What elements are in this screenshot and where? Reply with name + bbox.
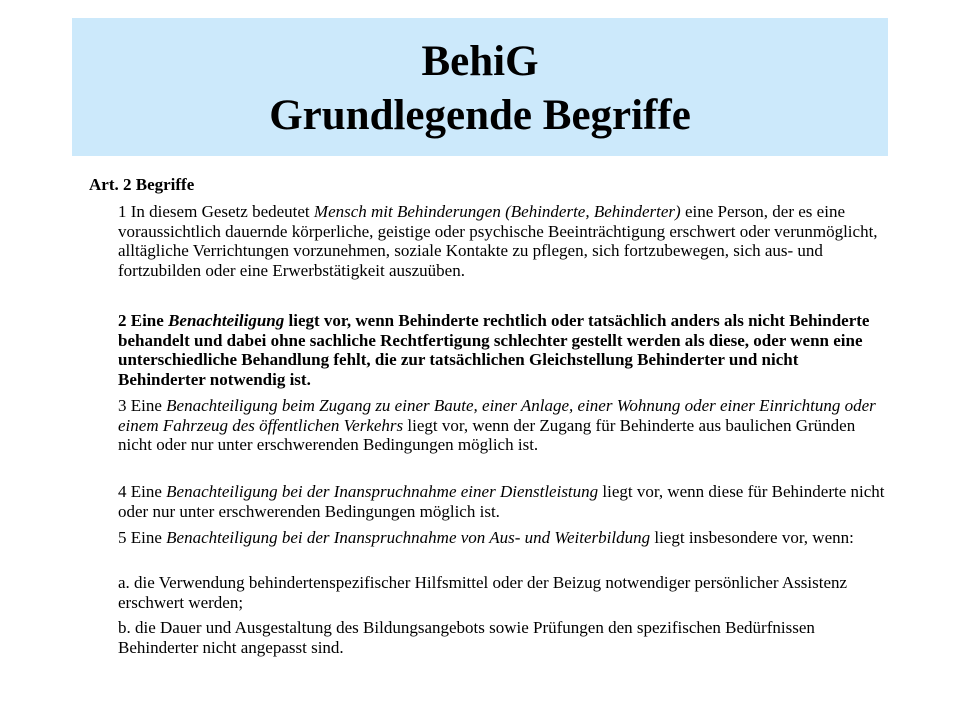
article-heading: Art. 2 Begriffe (89, 175, 195, 194)
slide-title: BehiG (421, 38, 539, 85)
paragraph-2: 2 Eine Benachteiligung liegt vor, wenn Behinderte rechtlich oder tatsächlich anders als nicht Behinderte behandelt und dabei ohne sachliche Rechtfertigung schlechter gestellt werden als diese, oder wenn eine unterschiedliche Behandlung fehlt, die zur tatsächlichen Gleichstellung Behinderter und nicht Behinderter notwendig ist. (118, 311, 870, 389)
list-item-a: a. die Verwendung behindertenspezifischer Hilfsmittel oder der Beizug notwendiger persönlicher Assistenz erschwert werden; (118, 573, 848, 612)
paragraph-5: 5 Eine Benachteiligung bei der Inanspruchnahme von Aus- und Weiterbildung liegt insbesondere vor, wenn: (118, 528, 854, 547)
paragraph-4: 4 Eine Benachteiligung bei der Inanspruchnahme einer Dienstleistung liegt vor, wenn diese für Behinderte nicht oder nur unter erschwerenden Bedingungen möglich ist. (118, 482, 885, 521)
title-banner (72, 18, 888, 156)
slide-subtitle: Grundlegende Begriffe (269, 92, 691, 139)
list-item-b: b. die Dauer und Ausgestaltung des Bildungsangebots sowie Prüfungen den spezifischen Bedürfnissen Behinderter nicht angepasst sind. (118, 618, 815, 657)
paragraph-1: 1 In diesem Gesetz bedeutet Mensch mit Behinderungen (Behinderte, Behinderter) eine Person, der es eine voraussichtlich dauernde körperliche, geistige oder psychische Beeinträchtigung erschwert oder verunmöglicht, alltägliche Verrichtungen vorzunehmen, soziale Kontakte zu pflegen, sich fortzubewegen, sich aus- und fortzubilden oder eine Erwerbstätigkeit auszuüben. (118, 202, 878, 280)
paragraph-3: 3 Eine Benachteiligung beim Zugang zu einer Baute, einer Anlage, einer Wohnung oder einer Einrichtung oder einem Fahrzeug des öffentlichen Verkehrs liegt vor, wenn der Zugang für Behinderte aus baulichen Gründen nicht oder nur unter erschwerenden Bedingungen möglich ist. (118, 396, 876, 454)
